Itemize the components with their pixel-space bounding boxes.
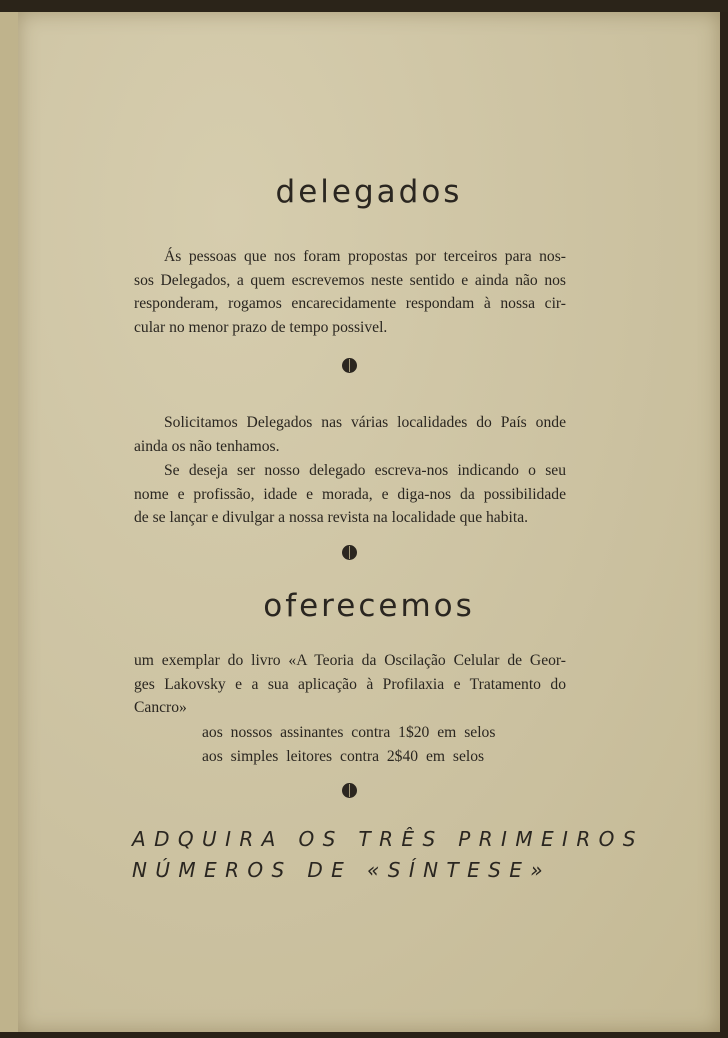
paragraph-delegates-notice [134,245,566,339]
text-line: Se deseja ser nosso delegado escreva-nos indicando o seu [164,462,566,479]
offer-subscribers: aos nossos assinantes contra 1$20 em selos [202,724,496,741]
text-line: ainda os não tenhamos. [134,437,280,455]
bullet-ornament [342,358,357,373]
text-line: sos Delegados, a quem escrevemos neste sentido e ainda não nos [134,271,566,289]
text-line: cular no menor prazo de tempo possivel. [134,318,388,336]
text-line: Cancro» [134,699,187,716]
bullet-ornament [342,783,357,798]
text-line: de se lançar e divulgar a nossa revista na localidade que habita. [134,509,529,526]
text-line: Solicitamos Delegados nas várias localidades do País onde [164,414,566,431]
closing-line-1: ADQUIRA OS TRÊS PRIMEIROS [132,827,644,851]
heading-oferecemos: oferecemos [263,588,475,624]
scan-top-edge [0,0,728,12]
page-binding-edge [0,12,19,1032]
heading-delegados: delegados [275,174,463,210]
text-line: ges Lakovsky e a sua aplicação à Profilaxia e Tratamento do [134,675,566,693]
paragraph-offer [134,649,566,720]
paragraph-become-delegate [134,459,566,530]
text-line: Ás pessoas que nos foram propostas por terceiros para nos- [164,248,566,265]
paragraph-request-delegates [134,411,566,458]
bullet-ornament [342,545,357,560]
text-line: responderam, rogamos encarecidamente respondam à nossa cir- [134,295,566,312]
document-page [18,12,720,1032]
text-line: nome e profissão, idade e morada, e diga-nos da possibilidade [134,485,566,503]
offer-readers: aos simples leitores contra 2$40 em selos [202,748,485,765]
text-line: um exemplar do livro «A Teoria da Oscilação Celular de Geor- [134,652,566,669]
closing-line-2: NÚMEROS DE «SÍNTESE» [132,858,552,882]
